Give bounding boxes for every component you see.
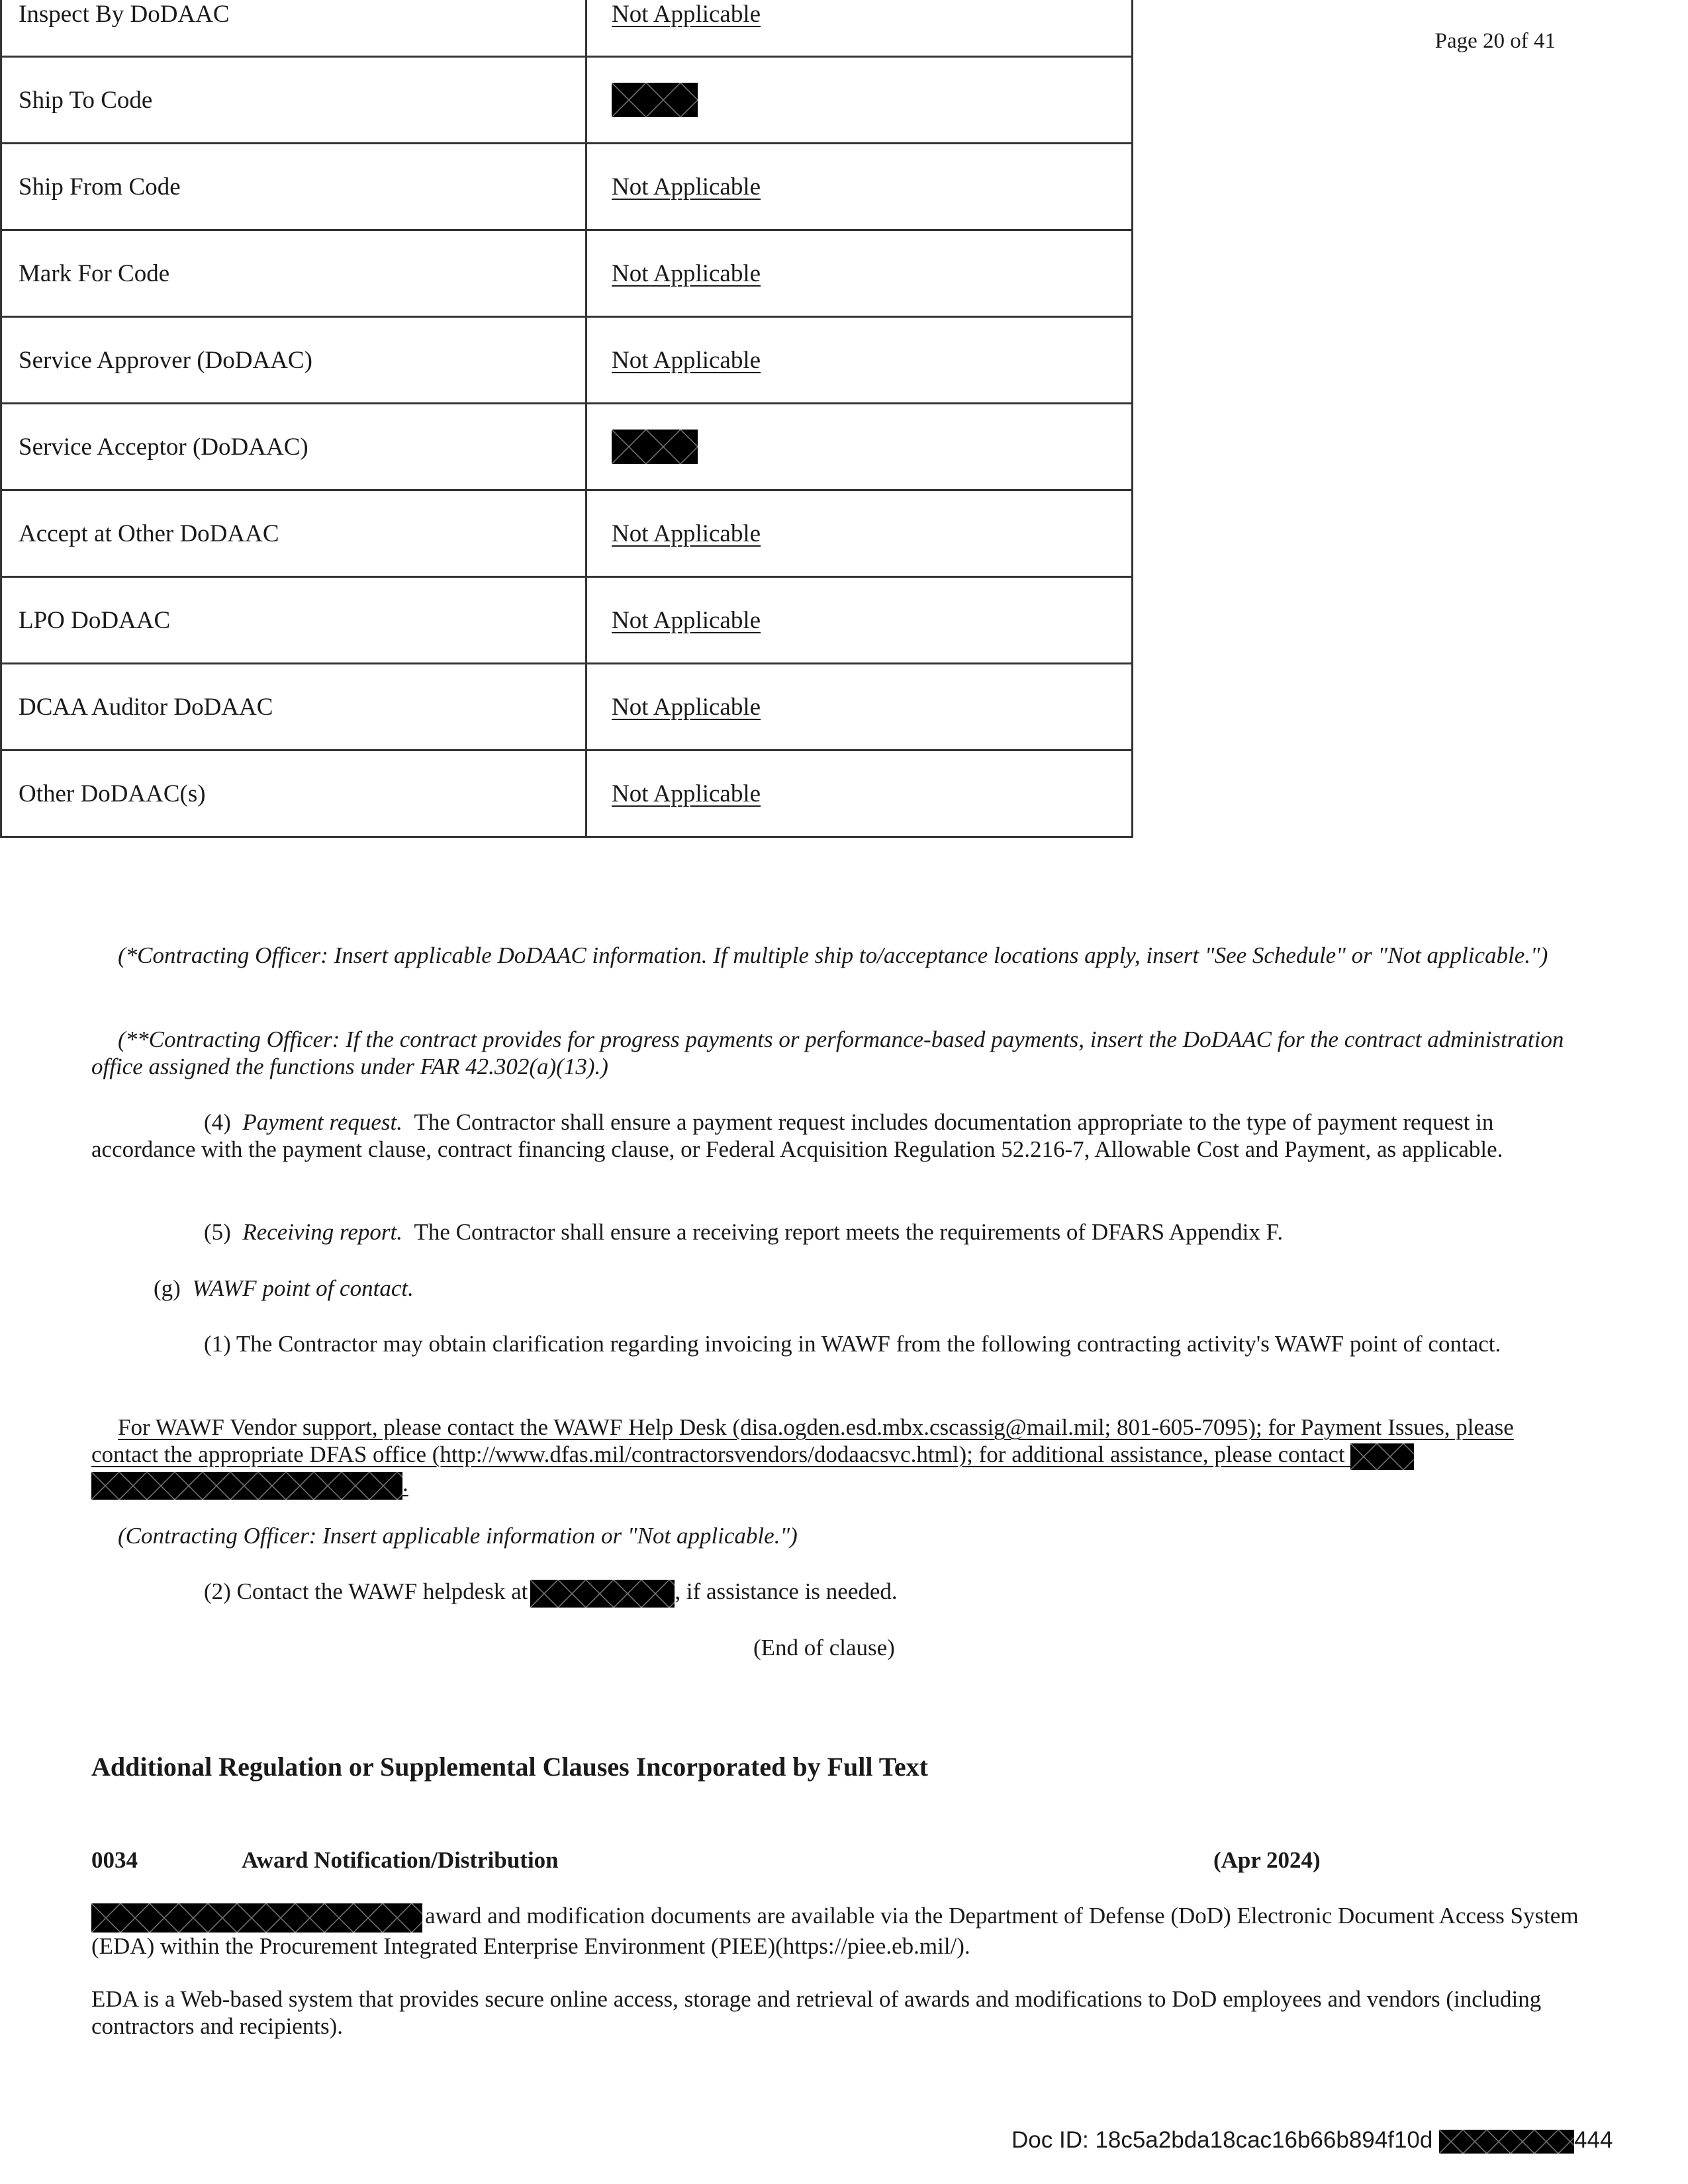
page-number: Page 20 of 41 <box>1434 29 1556 53</box>
payment-request-paragraph <box>91 1109 1597 1163</box>
table-row <box>1 751 1133 837</box>
doc-id-suffix: 444 <box>1574 2127 1613 2153</box>
wawf-clarification-paragraph: (1) The Contractor may obtain clarification regarding invoicing in WAWF from the following contracting activity's WAWF point of contact. <box>204 1331 1501 1357</box>
paragraph-title: WAWF point of contact. <box>192 1275 414 1301</box>
redacted-block <box>91 1903 422 1933</box>
row-value <box>586 57 1133 144</box>
receiving-report-paragraph <box>204 1218 1283 1246</box>
end-of-clause: (End of clause) <box>753 1635 895 1661</box>
paragraph-number: (g) <box>154 1275 181 1301</box>
row-value-text: Not Applicable <box>612 606 761 634</box>
row-value-text: Not Applicable <box>612 693 761 721</box>
table-row <box>1 404 1133 490</box>
row-label: DCAA Auditor DoDAAC <box>1 664 586 751</box>
row-value <box>586 664 1133 751</box>
redacted-block <box>1439 2130 1574 2154</box>
row-value <box>586 317 1133 404</box>
helpdesk-suffix: , if assistance is needed. <box>675 1578 898 1604</box>
row-label: Inspect By DoDAAC <box>1 0 586 57</box>
contracting-officer-note-2: (**Contracting Officer: If the contract provides for progress payments or performance-based payments, insert the DoDAAC for the contract administration office assigned the functions under FAR 42.302(a)(13).) <box>91 1026 1564 1079</box>
contracting-officer-note-1: (*Contracting Officer: Insert applicable DoDAAC information. If multiple ship to/acceptance locations apply, insert "See Schedule" or "Not applicable.") <box>118 942 1548 968</box>
row-value <box>586 751 1133 837</box>
vendor-support-end: . <box>402 1470 408 1496</box>
vendor-support-text: For WAWF Vendor support, please contact the WAWF Help Desk (disa.ogden.esd.mbx.cscassig@mail.mil; 801-605-7095); for Payment Issues, please contact the appropriate DFAS office (http://www.dfas.mil/contractorsvendors/dodaacsvc.html); for additional assistance, please contact <box>91 1414 1514 1467</box>
row-value-text: Not Applicable <box>612 346 761 374</box>
clause-date: (Apr 2024) <box>1213 1847 1321 1873</box>
doc-id: Doc ID: 18c5a2bda18cac16b66b894f10d <box>1011 2127 1433 2153</box>
paragraph-title: Payment request. <box>242 1109 402 1135</box>
row-label: Service Approver (DoDAAC) <box>1 317 586 404</box>
helpdesk-prefix: (2) Contact the WAWF helpdesk at <box>204 1578 528 1604</box>
redacted-block <box>612 83 698 117</box>
row-value-text: Not Applicable <box>612 780 761 807</box>
row-value-text: Not Applicable <box>612 520 761 547</box>
redacted-block <box>1350 1443 1414 1470</box>
clause-title: Award Notification/Distribution <box>242 1847 559 1873</box>
table-row <box>1 230 1133 317</box>
paragraph-title: Receiving report. <box>242 1219 402 1245</box>
row-label: Service Acceptor (DoDAAC) <box>1 404 586 490</box>
eda-paragraph: EDA is a Web-based system that provides secure online access, storage and retrieval of awards and modifications to DoD employees and vendors (including contractors and recipients). <box>91 1986 1542 2039</box>
row-value-text: Not Applicable <box>612 259 761 287</box>
row-value-text: Not Applicable <box>612 173 761 201</box>
row-value <box>586 577 1133 664</box>
table-row <box>1 0 1133 57</box>
row-value <box>586 490 1133 577</box>
redacted-block <box>612 430 698 464</box>
clause-number: 0034 <box>91 1847 138 1873</box>
award-notification-paragraph <box>91 1902 1601 1960</box>
contracting-officer-note-3: (Contracting Officer: Insert applicable information or "Not applicable.") <box>118 1523 798 1549</box>
row-value <box>586 144 1133 230</box>
table-row <box>1 57 1133 144</box>
paragraph-body: The Contractor shall ensure a payment request includes documentation appropriate to the type of payment request in accordance with the payment clause, contract financing clause, or Federal Acquisition Regulation 52.216-7, Allowable Cost and Payment, as applicable. <box>91 1109 1503 1162</box>
row-label: Accept at Other DoDAAC <box>1 490 586 577</box>
table-row <box>1 577 1133 664</box>
section-heading: Additional Regulation or Supplemental Clauses Incorporated by Full Text <box>91 1752 928 1782</box>
wawf-point-of-contact-heading <box>154 1275 414 1302</box>
dodaac-table <box>0 0 1133 838</box>
row-label: Mark For Code <box>1 230 586 317</box>
doc-id-footer <box>1011 2126 1613 2154</box>
row-label: Ship From Code <box>1 144 586 230</box>
row-value <box>586 230 1133 317</box>
table-row <box>1 144 1133 230</box>
award-text: award and modification documents are available via the Department of Defense (DoD) Electronic Document Access System (EDA) within the Procurement Integrated Enterprise Environment (PIEE)(https://piee.eb.mil/). <box>91 1903 1579 1959</box>
wawf-vendor-support <box>91 1414 1577 1500</box>
row-label: Other DoDAAC(s) <box>1 751 586 837</box>
redacted-block <box>91 1472 402 1500</box>
table-row <box>1 490 1133 577</box>
paragraph-body: The Contractor shall ensure a receiving report meets the requirements of DFARS Appendix F. <box>414 1219 1284 1245</box>
paragraph-number: (4) <box>204 1109 231 1135</box>
row-value-text: Not Applicable <box>612 1 761 28</box>
wawf-helpdesk-paragraph <box>204 1578 898 1608</box>
paragraph-number: (5) <box>204 1219 231 1245</box>
row-value <box>586 0 1133 57</box>
redacted-block <box>530 1580 675 1608</box>
row-label: Ship To Code <box>1 57 586 144</box>
table-row <box>1 317 1133 404</box>
table-row <box>1 664 1133 751</box>
row-value <box>586 404 1133 490</box>
row-label: LPO DoDAAC <box>1 577 586 664</box>
